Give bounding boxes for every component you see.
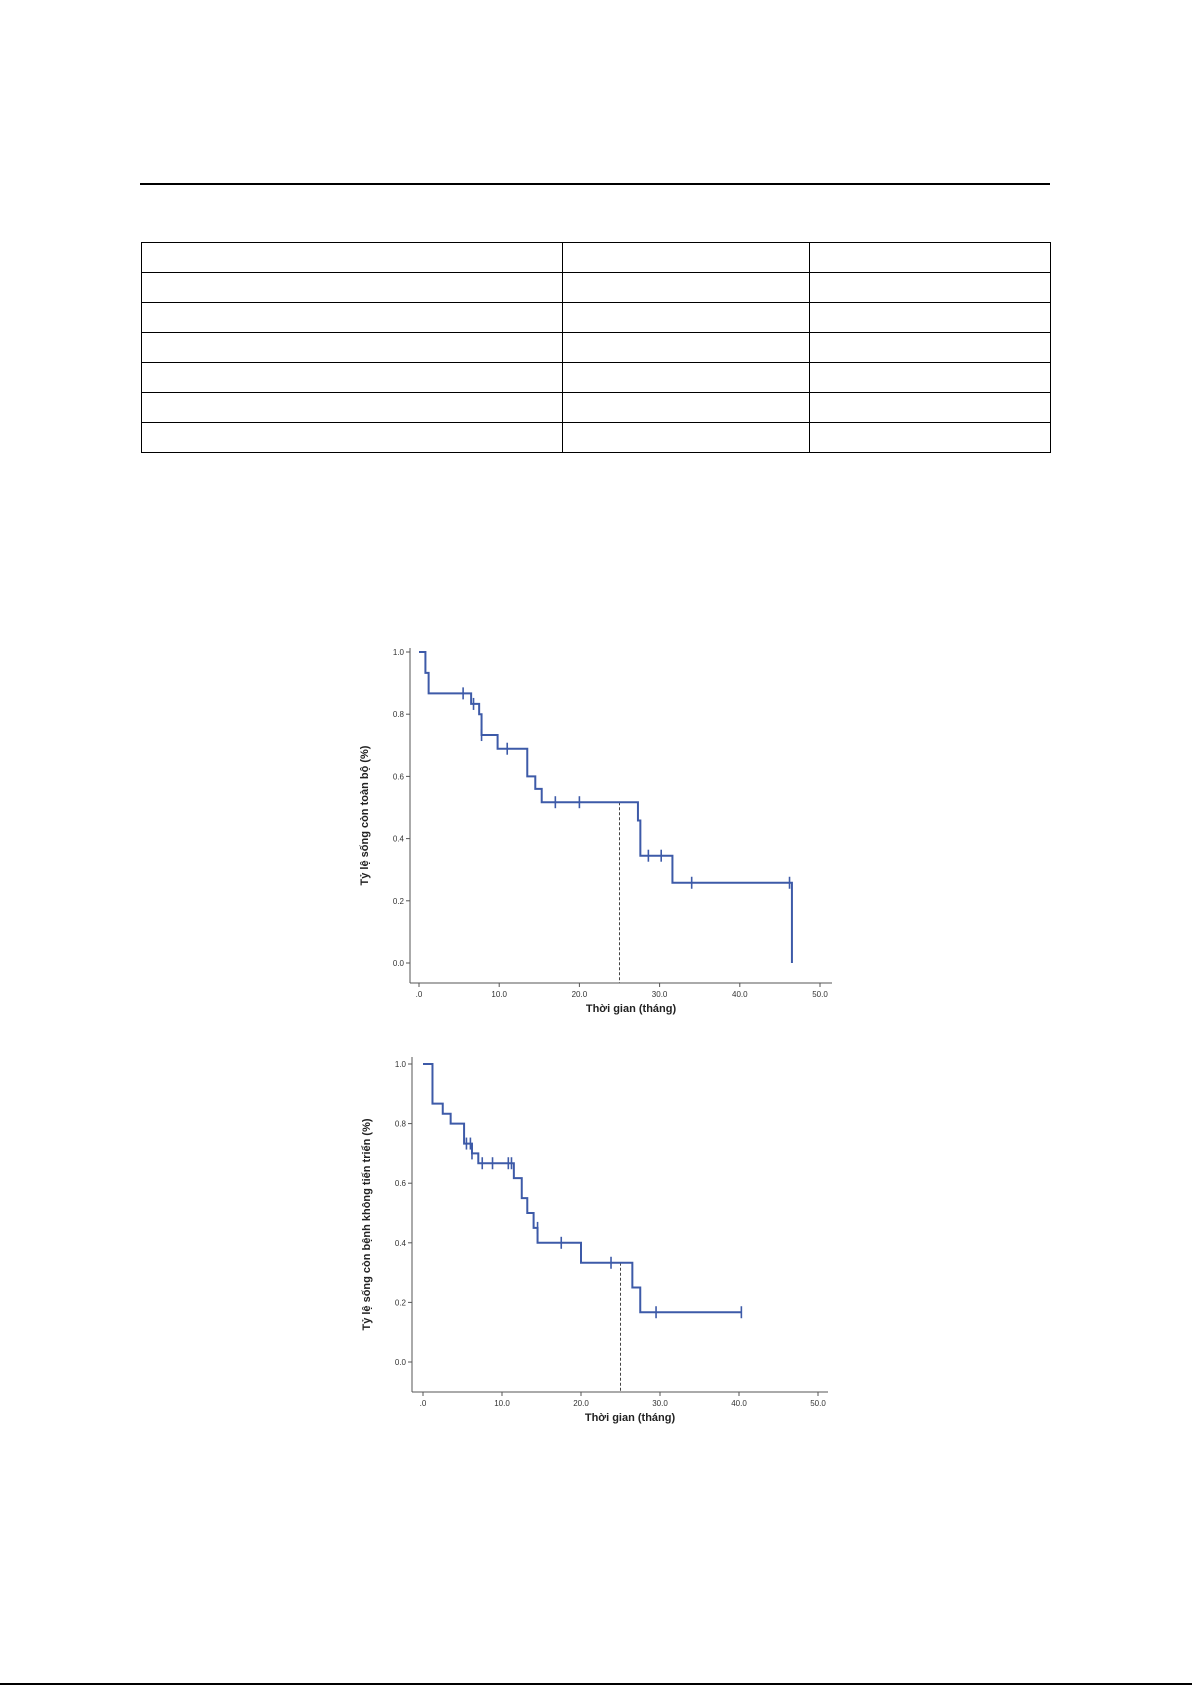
y-tick-label: 0.0 [394,1358,406,1367]
x-tick-label: .0 [419,1399,427,1408]
x-tick-label: 10.0 [491,990,507,999]
x-tick-label: 10.0 [494,1399,510,1408]
y-tick-label: 0.2 [392,896,404,906]
bottom-rule [0,1683,1192,1685]
survival-step-line [423,1064,741,1312]
x-tick-label: 40.0 [732,990,748,999]
y-axis-title: Tỷ lệ sống còn bệnh không tiến triển (%) [361,1118,373,1331]
y-tick-label: 0.0 [392,959,404,968]
x-tick-label: 20.0 [571,990,588,999]
y-tick-label: 0.6 [394,1179,406,1189]
x-tick-label: 50.0 [812,990,828,999]
y-tick-label: 0.6 [392,772,404,782]
y-tick-label: 1.0 [392,648,404,657]
x-tick-label: 30.0 [651,990,668,999]
x-axis-title: Thời gian (tháng) [585,1003,677,1015]
y-tick-label: 0.8 [392,710,404,720]
x-tick-label: 40.0 [731,1399,747,1408]
x-tick-label: 30.0 [652,1399,668,1408]
x-tick-label: 20.0 [573,1399,589,1408]
y-axis-title: Tỷ lệ sống còn toàn bộ (%) [359,745,371,886]
y-tick-label: 1.0 [394,1060,406,1069]
x-tick-label: 50.0 [810,1399,826,1408]
y-tick-label: 0.8 [394,1119,406,1129]
x-tick-label: .0 [415,990,423,999]
y-tick-label: 0.2 [394,1298,406,1308]
y-tick-label: 0.4 [394,1238,406,1248]
x-axis-title: Thời gian (tháng) [584,1412,676,1424]
y-tick-label: 0.4 [392,834,404,844]
